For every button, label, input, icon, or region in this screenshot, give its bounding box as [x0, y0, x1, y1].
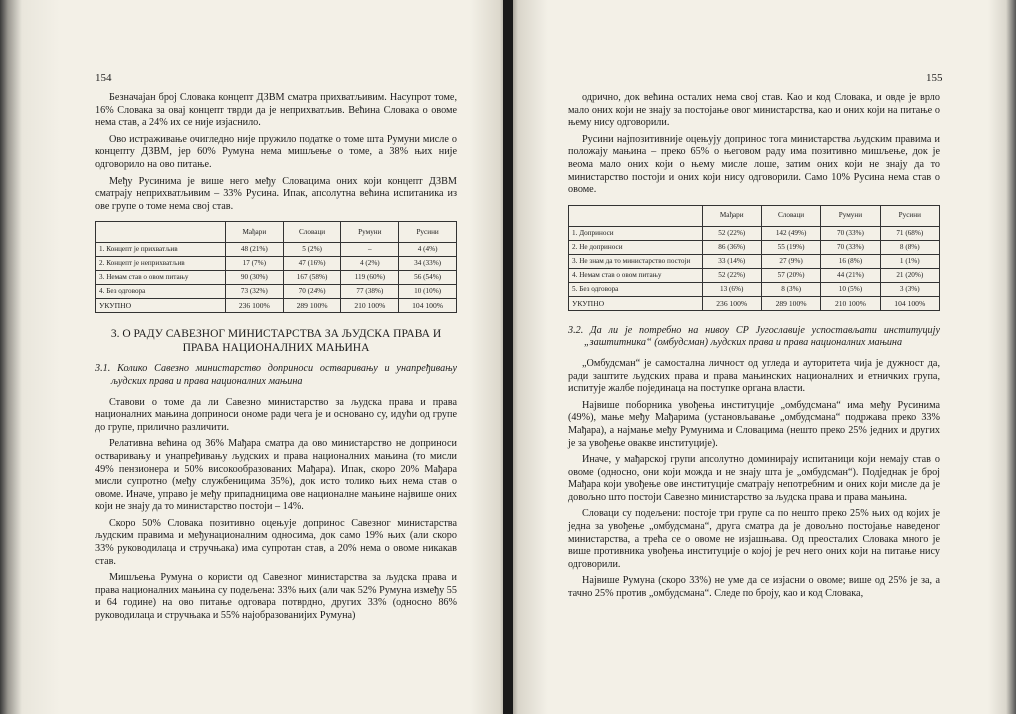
table-cell: 17 (7%) [225, 257, 283, 271]
right-page-content [568, 92, 940, 605]
table-cell: 90 (30%) [225, 271, 283, 285]
table-cell: 27 (9%) [761, 254, 820, 268]
paragraph: Иначе, у мађарској групи апсолутно доминирају испитаници који немају став о овоме (односно, они који можда и не знају шта је „омбудсман“). Подједнак је број Мађара који увођење ове институције сматрају непотребним и оних који мисле да је довољно што постоји Савезно министарство за људска права и права мањина. [568, 454, 940, 503]
table-cell: 289 100% [761, 296, 820, 310]
table-row-label: 4. Немам став о овом питању [569, 268, 703, 282]
table-cell: 236 100% [702, 296, 761, 310]
paragraph: Русини најпозитивније оцењују допринос тога министарства људским правима и положају мањина – преко 65% о његовом раду има позитивно мишљење, док је веома мало оних који о њему мисле лоше, затим оних који не знају да то министарство постоји и оних који нису одговорили. Само 10% Русина нема став о овоме. [568, 133, 940, 196]
table-row [569, 254, 940, 268]
paragraph: „Омбудсман“ је самостална личност од угледа и ауторитета чија је дужност да, ради заштите људских права и права мањинских националних и етничких група, испитује жалбе појединаца на поступке органа власти. [568, 357, 940, 395]
table-row [569, 282, 940, 296]
paragraph-group-bottom [568, 358, 940, 601]
paragraph: Скоро 50% Словака позитивно оцењује допринос Савезног министарства људским правима и међунационалним односима, док само 19% њих (али скоро 33% руководилаца и стручњака) има супротан став, а 20% нема о овоме никакав став. [95, 517, 457, 567]
right-page [508, 0, 1016, 714]
table-cell: 167 (58%) [283, 271, 341, 285]
table-cell: 71 (68%) [880, 226, 939, 240]
table-row [96, 271, 457, 285]
table-row-label: УКУПНО [569, 296, 703, 310]
table-cell: 52 (22%) [702, 226, 761, 240]
table-cell: 104 100% [880, 296, 939, 310]
table-header-row [96, 222, 457, 243]
table-row-label: УКУПНО [96, 299, 226, 313]
table-row-label: 2. Концепт је неприхватљив [96, 257, 226, 271]
table-cell: 44 (21%) [821, 268, 880, 282]
table-cell: 33 (14%) [702, 254, 761, 268]
table-cell: 1 (1%) [880, 254, 939, 268]
table-cell: 4 (4%) [399, 243, 457, 257]
section-heading: 3. О РАДУ САВЕЗНОГ МИНИСТАРСТВА ЗА ЉУДСКА ПРАВА И ПРАВА НАЦИОНАЛНИХ МАЊИНА [110, 328, 442, 355]
table-column-header: Словаци [283, 222, 341, 243]
table-corner-cell [96, 222, 226, 243]
table-cell: 289 100% [283, 299, 341, 313]
table-cell: 34 (33%) [399, 257, 457, 271]
survey-table [568, 205, 940, 311]
table-column-header: Русини [399, 222, 457, 243]
table-cell: 236 100% [225, 299, 283, 313]
paragraph: Релативна већина од 36% Мађара сматра да ово министарство не доприноси остваривању и унапређивању људских и права националних мањина (то мисли 49% пензионера и 50% високообразованих Мађара). Ипак, скоро 20% Мађара мисли супротно (међу службеницима 35%), док исто толико њих нема став о овоме. Иначе, управо је међу припадницима ове националне мањине највише оних који не знају да то министарство постоји – 14%. [95, 438, 457, 513]
paragraph: Ово истраживање очигледно није пружило податке о томе шта Румуни мисле о концепту ДЗВМ, јер 60% Румуна нема мишљење о томе, а 38% њих није одговорило на ово питање. [95, 133, 457, 170]
table-row-label: 1. Концепт је прихватљив [96, 243, 226, 257]
table-column-header: Мађари [225, 222, 283, 243]
page-number: 154 [95, 72, 112, 84]
book-gutter [503, 0, 513, 714]
table-row-label: 1. Доприноси [569, 226, 703, 240]
table-row [96, 299, 457, 313]
table-cell: 8 (3%) [761, 282, 820, 296]
table-cell: 73 (32%) [225, 285, 283, 299]
paragraph: Мишљења Румуна о користи од Савезног министарства за људска права и права националних мањина су подељена: 33% њих (али чак 52% Румуна између 55 и 64 године) на ово питање одговара потврдно, других 33% (односно 86% руководилаца и стручњака и 55% најобразованијих Румуна) [95, 572, 457, 622]
table-column-header: Румуни [821, 205, 880, 226]
table-cell: 48 (21%) [225, 243, 283, 257]
table-cell: 210 100% [821, 296, 880, 310]
left-page-content [95, 92, 457, 627]
table-row [96, 285, 457, 299]
table-row [569, 296, 940, 310]
paragraph-group-top [95, 92, 457, 213]
table-cell: 210 100% [341, 299, 399, 313]
table-cell: 4 (2%) [341, 257, 399, 271]
table-cell: 10 (5%) [821, 282, 880, 296]
table-cell: 56 (54%) [399, 271, 457, 285]
table-cell: 77 (38%) [341, 285, 399, 299]
table-column-header: Мађари [702, 205, 761, 226]
paragraph-group-bottom [95, 397, 457, 623]
paragraph: Међу Русинима је више него међу Словацима оних који концепт ДЗВМ сматрају неприхватљивим – 33% Русина. Ипак, апсолутна већина испитаника из ове групе о томе нема свој став. [95, 175, 457, 212]
table-cell: 8 (8%) [880, 240, 939, 254]
page-number: 155 [926, 72, 943, 84]
table-header-row [569, 205, 940, 226]
table-cell: 55 (19%) [761, 240, 820, 254]
paragraph: Највише поборника увођења институције „омбудсмана“ има међу Русинима (49%), мање међу Мађарима (установљавање „омбудсмана“ подржава преко 33% Мађара), а најмање међу Румунима и Словацима (нешто преко 25% једних и других је за увођење овакве институције). [568, 399, 940, 449]
table-cell: 10 (10%) [399, 285, 457, 299]
paragraph: Највише Румуна (скоро 33%) не уме да се изјасни о овоме; више од 25% је за, а тачно 25% против „омбудсмана“. Следе по броју, као и код Словака, [568, 575, 940, 600]
table-column-header: Румуни [341, 222, 399, 243]
paragraph: Словаци су подељени: постоје три групе са по нешто преко 25% њих од којих је једна за увођење „омбудсмана“, друга сматра да је довољно постојање наведеног министарства, а трећа се о овоме не изјашњава. Од преосталих Словака много је више противника увођења институције о којој је реч него оних који на питање нису одговорили. [568, 508, 940, 570]
table-cell: 57 (20%) [761, 268, 820, 282]
survey-table [95, 221, 457, 313]
table-cell: 86 (36%) [702, 240, 761, 254]
table-row [96, 257, 457, 271]
table-cell: 3 (3%) [880, 282, 939, 296]
table-row-label: 5. Без одговора [569, 282, 703, 296]
table-cell: 70 (24%) [283, 285, 341, 299]
table-row [569, 226, 940, 240]
subsection-heading: 3.1. Колико Савезно министарство доприноси остваривању и унапређивању људских права и права националних мањина [95, 363, 457, 387]
table-row-label: 3. Не знам да то министарство постоји [569, 254, 703, 268]
table-column-header: Словаци [761, 205, 820, 226]
paragraph: Безначајан број Словака концепт ДЗВМ сматра прихватљивим. Насупрот томе, 16% Словака за овај концепт тврди да је неприхватљив. Већина Словака о овоме нема став, а 24% их се није изјаснило. [95, 92, 457, 129]
table-corner-cell [569, 205, 703, 226]
table-row-label: 2. Не доприноси [569, 240, 703, 254]
table-body [569, 226, 940, 310]
table-cell: 21 (20%) [880, 268, 939, 282]
table-cell: 142 (49%) [761, 226, 820, 240]
table-row-label: 3. Немам став о овом питању [96, 271, 226, 285]
table-body [96, 243, 457, 313]
table-cell: 13 (6%) [702, 282, 761, 296]
table-cell: – [341, 243, 399, 257]
table-cell: 104 100% [399, 299, 457, 313]
table-cell: 70 (33%) [821, 226, 880, 240]
paragraph-group-top [568, 92, 940, 197]
table-row [96, 243, 457, 257]
subsection-heading: 3.2. Да ли је потребно на нивоу СР Југославије успостављати институцију „заштитника“ (омбудсман) људских права и права националних мањина [568, 324, 940, 349]
table-row [569, 240, 940, 254]
table-cell: 70 (33%) [821, 240, 880, 254]
table-row [569, 268, 940, 282]
table-cell: 47 (16%) [283, 257, 341, 271]
table-cell: 119 (60%) [341, 271, 399, 285]
table-cell: 5 (2%) [283, 243, 341, 257]
paragraph: одрично, док већина осталих нема свој став. Као и код Словака, и овде је врло мало оних који не знају за постојање овог министарства, као и оних који на питање о њему нису одговорили. [568, 92, 940, 129]
table-cell: 16 (8%) [821, 254, 880, 268]
table-column-header: Русини [880, 205, 939, 226]
table-row-label: 4. Без одговора [96, 285, 226, 299]
paragraph: Ставови о томе да ли Савезно министарство за људска права и права националних мањина доприноси ономе ради чега је и основано су, идући од групе до групе, прилично различити. [95, 396, 457, 433]
table-cell: 52 (22%) [702, 268, 761, 282]
